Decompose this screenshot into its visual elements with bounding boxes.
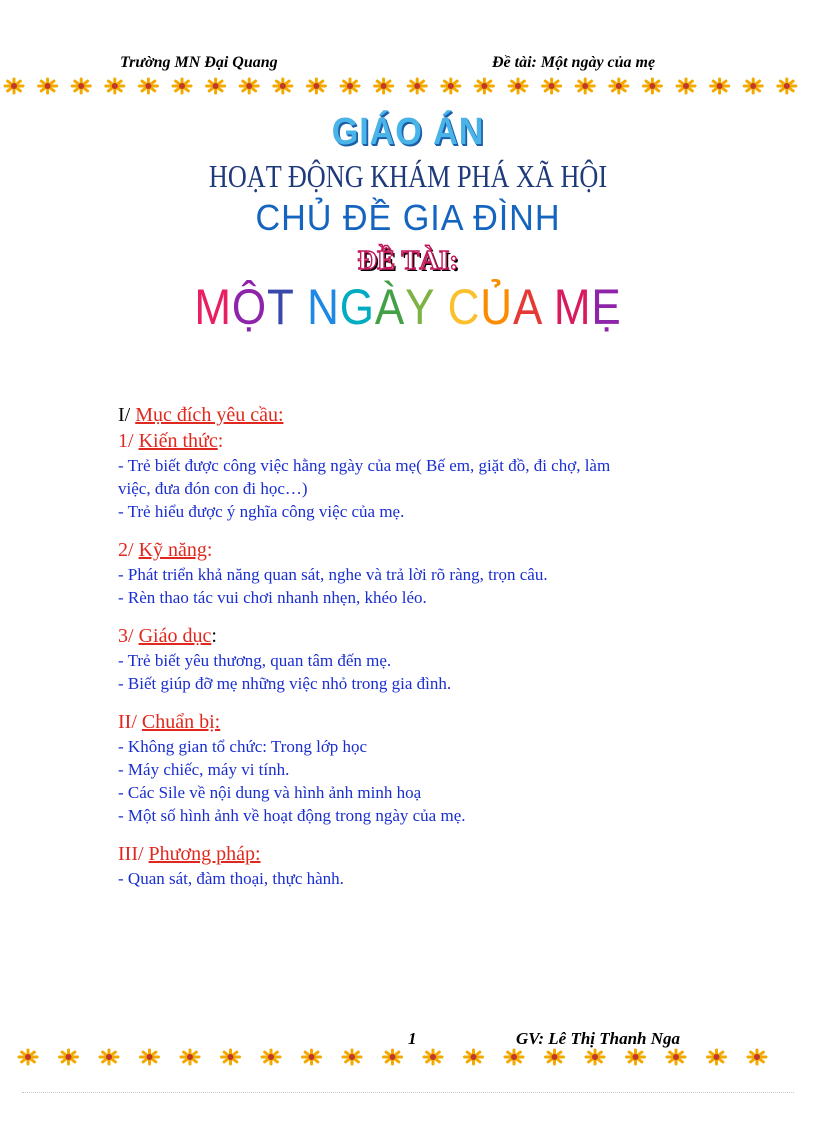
flower-icon (303, 1050, 321, 1064)
topic-header: Đề tài: Một ngày của mẹ (492, 54, 656, 71)
flower-icon (586, 1050, 604, 1064)
page-number: 1 (408, 1029, 417, 1048)
flower-icon (341, 79, 359, 93)
flower-icon (509, 79, 527, 93)
flower-icon (139, 79, 157, 93)
subsection-education: 3/ Giáo dục: (118, 625, 217, 647)
flower-icon (442, 79, 460, 93)
subsection-skills: 2/ Kỹ năng: (118, 539, 213, 561)
flower-icon (677, 79, 695, 93)
flower-icon (667, 1050, 685, 1064)
section-methods: III/ Phương pháp: (118, 843, 261, 865)
topic-title: MỘT NGÀY CỦA MẸ (194, 279, 622, 335)
flower-icon (505, 1050, 523, 1064)
flower-icon (274, 79, 292, 93)
preparation-line: - Máy chiếc, máy vi tính. (118, 760, 290, 779)
flower-icon (546, 1050, 564, 1064)
skills-line: - Phát triển khả năng quan sát, nghe và trả lời rõ ràng, trọn câu. (118, 565, 548, 584)
methods-line: - Quan sát, đàm thoại, thực hành. (118, 869, 344, 888)
flower-icon (408, 79, 426, 93)
flower-icon (262, 1050, 280, 1064)
flower-icon (307, 79, 325, 93)
knowledge-line: - Trẻ biết được công việc hằng ngày của mẹ( Bế em, giặt đồ, đi chợ, làm (118, 456, 611, 475)
section-objectives: I/ Mục đích yêu cầu: (118, 404, 284, 426)
flower-icon (60, 1050, 78, 1064)
flower-icon (744, 79, 762, 93)
flower-icon (384, 1050, 402, 1064)
flower-icon (465, 1050, 483, 1064)
flower-icon (5, 79, 23, 93)
education-line: - Trẻ biết yêu thương, quan tâm đến mẹ. (118, 651, 392, 670)
flower-icon (100, 1050, 118, 1064)
subsection-knowledge: 1/ Kiến thức: (118, 430, 224, 452)
lesson-plan-title: GIÁO ÁN (331, 111, 485, 153)
preparation-line: - Các Sile về nội dung và hình ảnh minh hoạ (118, 783, 422, 802)
flower-icon (207, 79, 225, 93)
flower-icon (72, 79, 90, 93)
skills-line: - Rèn thao tác vui chơi nhanh nhẹn, khéo léo. (118, 588, 427, 607)
flower-icon (475, 79, 493, 93)
teacher-name: GV: Lê Thị Thanh Nga (516, 1029, 681, 1048)
flower-icon (708, 1050, 726, 1064)
knowledge-line: việc, đưa đón con đi học…) (118, 479, 308, 498)
bottom-flower-border (0, 1043, 816, 1071)
section-preparation: II/ Chuẩn bị: (118, 711, 221, 733)
top-flower-border (0, 72, 816, 100)
flower-icon (240, 79, 258, 93)
flower-icon (748, 1050, 766, 1064)
flower-border-icon (0, 1043, 816, 1071)
flower-icon (711, 79, 729, 93)
flower-icon (19, 1050, 37, 1064)
page-bottom-divider (22, 1092, 794, 1093)
knowledge-line: - Trẻ hiểu được ý nghĩa công việc của mẹ. (118, 502, 405, 521)
activity-title: HOẠT ĐỘNG KHÁM PHÁ XÃ HỘI (208, 158, 608, 194)
flower-icon (181, 1050, 199, 1064)
flower-border-icon (0, 72, 816, 100)
flower-icon (106, 79, 124, 93)
flower-icon (39, 79, 57, 93)
lesson-content (118, 402, 738, 890)
preparation-line: - Không gian tổ chức: Trong lớp học (118, 737, 368, 756)
flower-icon (222, 1050, 240, 1064)
flower-icon (343, 1050, 361, 1064)
flower-icon (627, 1050, 645, 1064)
flower-icon (576, 79, 594, 93)
preparation-line: - Một số hình ảnh về hoạt động trong ngày của mẹ. (118, 806, 466, 825)
theme-title: CHỦ ĐỀ GIA ĐÌNH (255, 197, 561, 238)
title-block (0, 110, 816, 336)
flower-icon (543, 79, 561, 93)
flower-icon (643, 79, 661, 93)
flower-icon (610, 79, 628, 93)
topic-label: ĐỀ TÀI: (357, 245, 459, 275)
flower-icon (173, 79, 191, 93)
flower-icon (375, 79, 393, 93)
school-name: Trường MN Đại Quang (120, 54, 278, 71)
education-line: - Biết giúp đỡ mẹ những việc nhỏ trong gia đình. (118, 674, 452, 693)
flower-icon (141, 1050, 159, 1064)
flower-icon (778, 79, 796, 93)
flower-icon (424, 1050, 442, 1064)
